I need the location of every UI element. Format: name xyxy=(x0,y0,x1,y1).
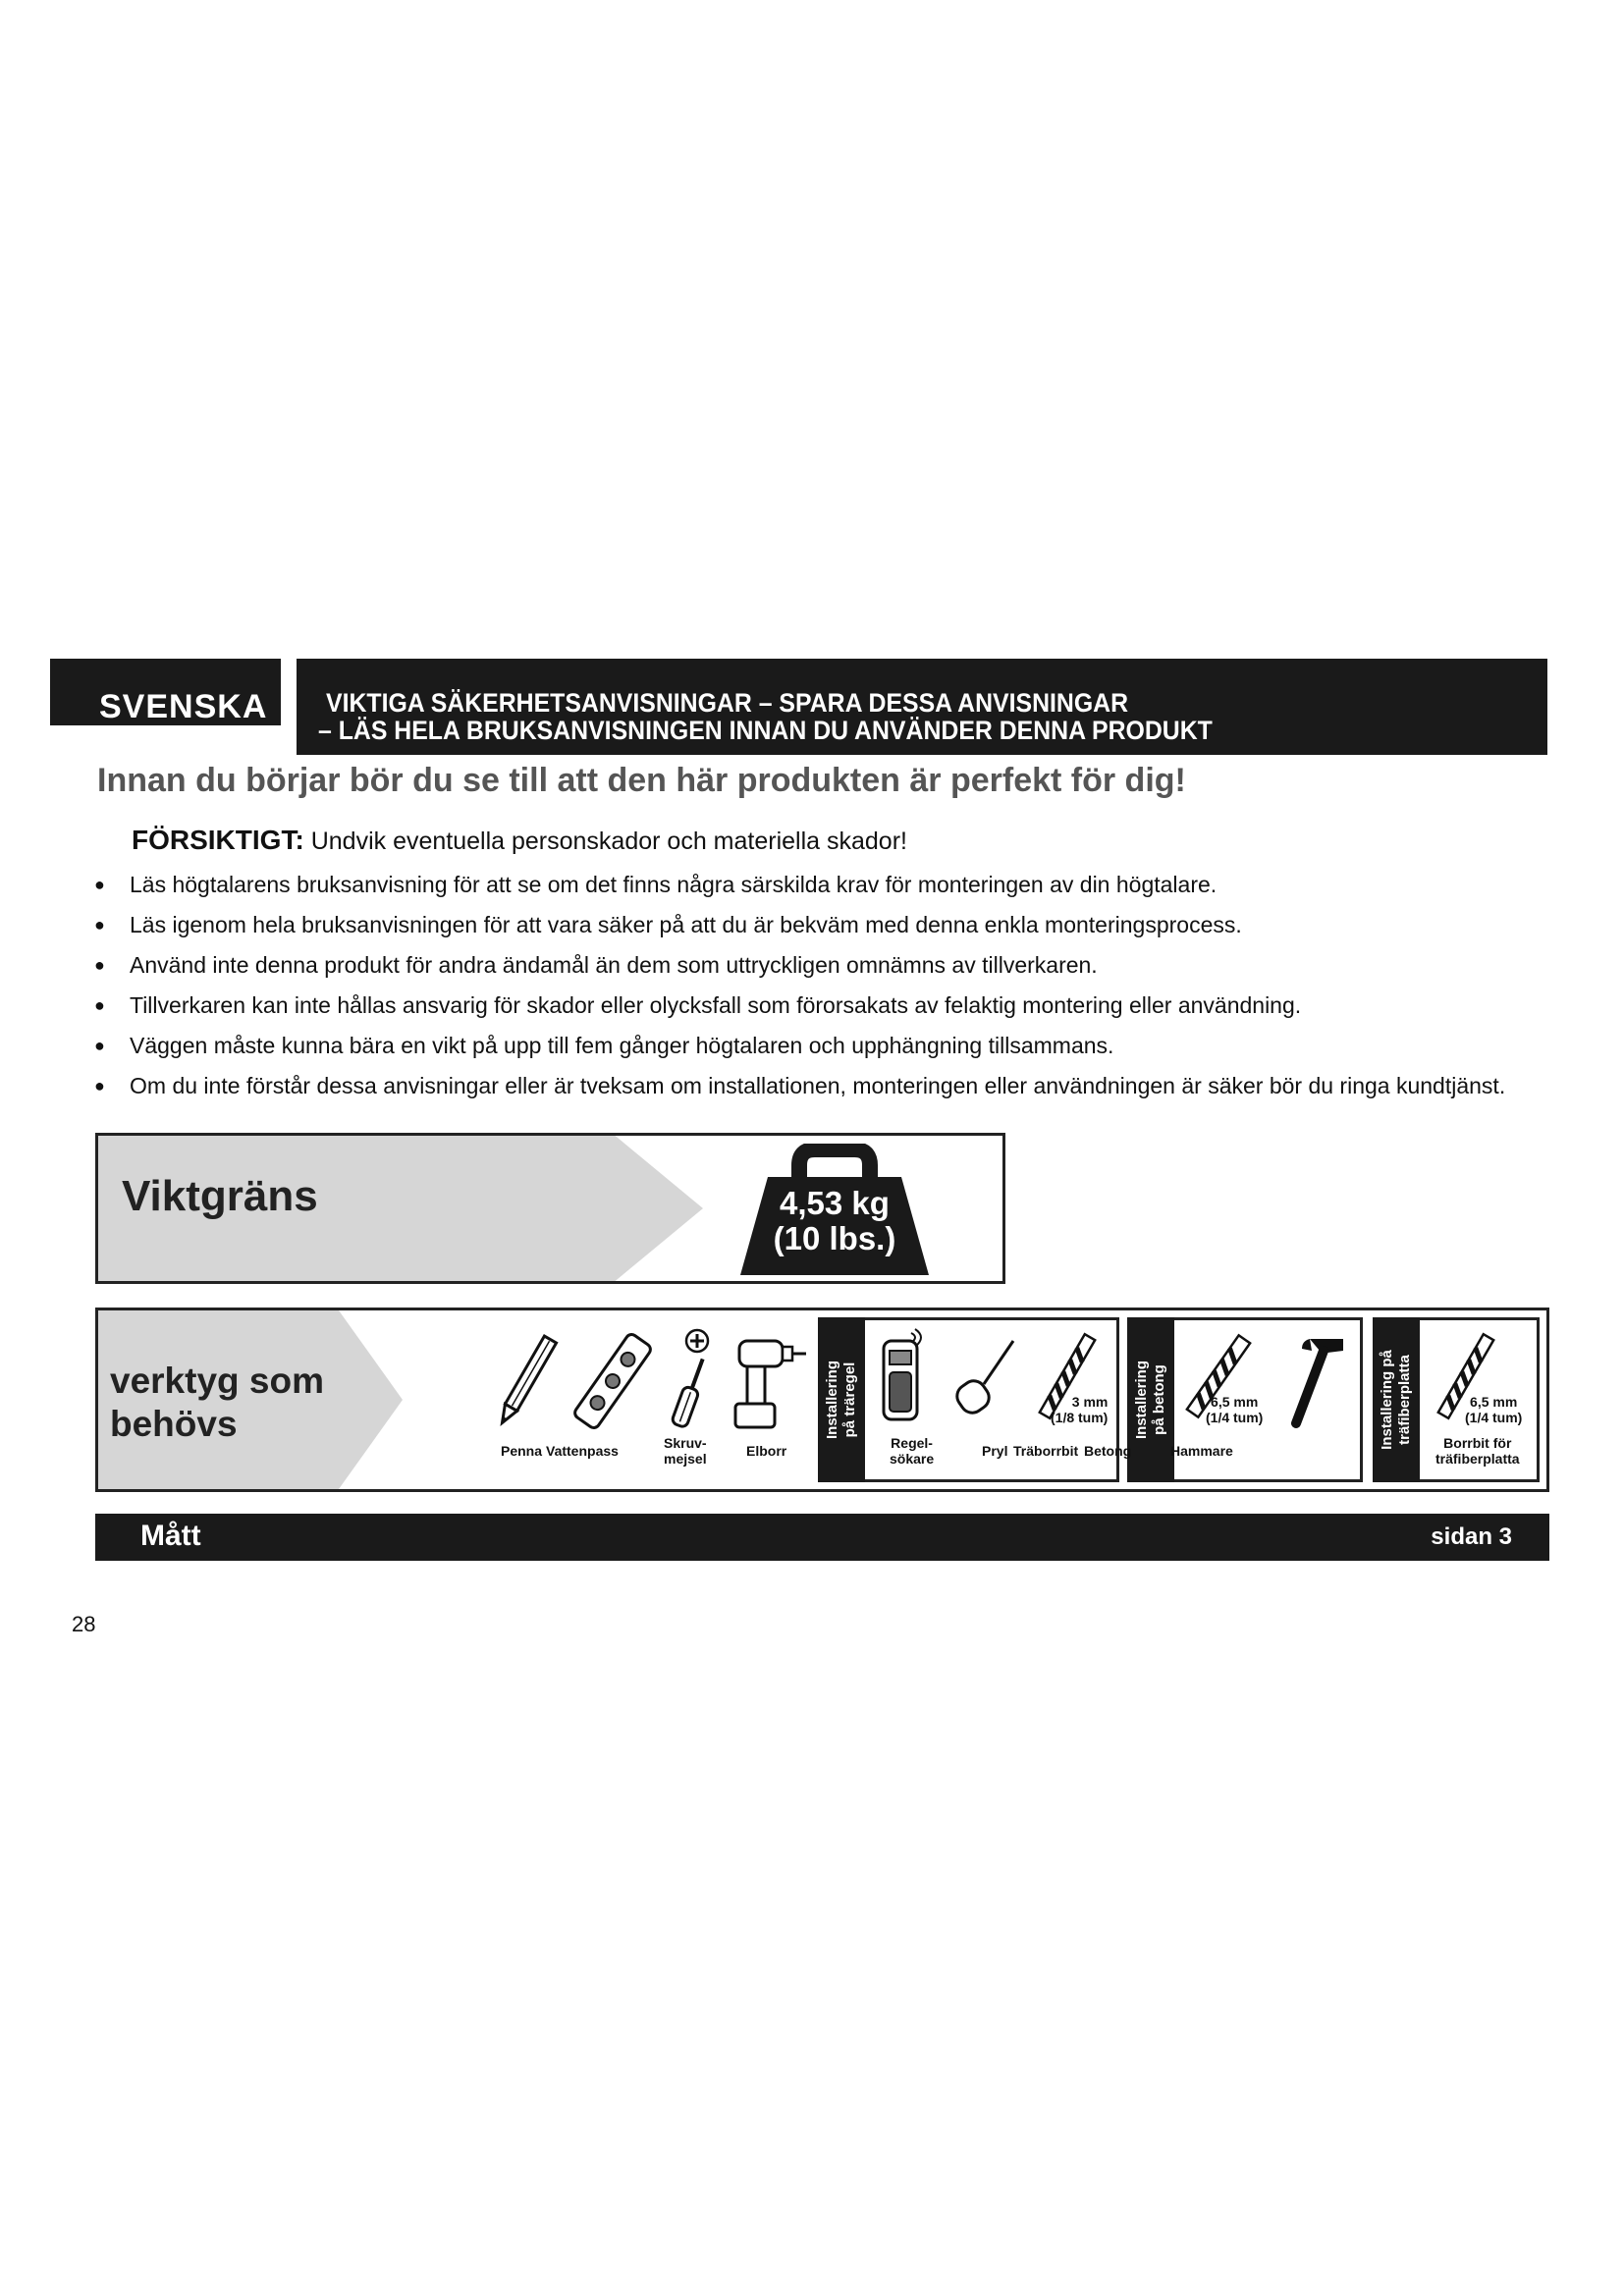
wood-bit-size xyxy=(1051,1394,1108,1425)
tools-title-line1: verktyg som xyxy=(110,1361,324,1401)
safety-title-line2: – LÄS HELA BRUKSANVISNINGEN INNAN DU ANVÄNDER DENNA PRODUKT xyxy=(318,716,1213,745)
fiberboard-label-text xyxy=(1379,1350,1414,1450)
caution-line xyxy=(132,825,907,856)
concrete-label-l1: Installering xyxy=(1133,1360,1150,1440)
safety-title-line1: VIKTIGA SÄKERHETSANVISNINGAR – SPARA DESSA ANVISNINGAR xyxy=(326,688,1129,718)
wood-stud-label-text xyxy=(824,1361,859,1439)
screwdriver-icon xyxy=(660,1327,719,1435)
concrete-section-label xyxy=(1127,1317,1174,1482)
weight-lbs: (10 lbs.) xyxy=(773,1220,896,1256)
wood-label-l2: på träregel xyxy=(841,1362,858,1438)
tools-title-line2: behövs xyxy=(110,1404,238,1444)
weight-kg: 4,53 kg xyxy=(780,1185,890,1221)
tools-title xyxy=(110,1360,324,1446)
tool-label-fiberboard-bit xyxy=(1435,1435,1520,1467)
list-item: ● Läs igenom hela bruksanvisningen för att vara säker på att du är bekväm med denna enkla monteringsprocess. xyxy=(94,910,1505,950)
language-label-box xyxy=(50,659,281,725)
awl-icon xyxy=(950,1335,1019,1423)
concrete-label-text xyxy=(1133,1361,1168,1439)
tool-label-screwdriver xyxy=(664,1435,707,1467)
fiberboard-bit-size-l2: (1/4 tum) xyxy=(1465,1410,1523,1425)
list-item: ● Väggen måste kunna bära en vikt på upp till fem gånger högtalaren och upphängning tillsammans. xyxy=(94,1031,1505,1071)
safety-bullet-list xyxy=(94,870,1505,1111)
tool-label-hammer: Hammare xyxy=(1170,1443,1233,1459)
list-item: ● Om du inte förstår dessa anvisningar eller är tveksam om installationen, monteringen eller användningen är säker bör du ringa kundtjänst. xyxy=(94,1071,1505,1111)
drill-icon xyxy=(722,1327,810,1435)
tool-label-concrete-bit: Betong xyxy=(1084,1443,1132,1459)
dimensions-label: Mått xyxy=(140,1520,201,1552)
list-item: ● Använd inte denna produkt för andra ändamål än dem som uttryckligen omnämns av tillverkaren. xyxy=(94,950,1505,990)
fiberboard-bit-size xyxy=(1465,1394,1522,1425)
page-number: 28 xyxy=(72,1612,96,1636)
caution-label: FÖRSIKTIGT: xyxy=(132,825,304,855)
tool-label-wood-bit: Träborrbit xyxy=(1013,1443,1079,1459)
caution-text: Undvik eventuella personskador och materiella skador! xyxy=(303,828,907,855)
concrete-bit-size-l2: (1/4 tum) xyxy=(1206,1410,1264,1425)
wood-stud-section-label xyxy=(818,1317,865,1482)
hammer-icon xyxy=(1272,1331,1351,1429)
tool-label-stud-finder xyxy=(890,1435,934,1467)
wood-bit-size-l2: (1/8 tum) xyxy=(1051,1410,1109,1425)
tool-label-level: Vattenpass xyxy=(546,1443,619,1459)
tool-label-pencil: Penna xyxy=(501,1443,543,1459)
dimensions-bar xyxy=(95,1514,1549,1561)
page-reference: sidan 3 xyxy=(1431,1523,1512,1550)
wood-bit-size-l1: 3 mm xyxy=(1071,1394,1109,1410)
wood-label-l1: Installering xyxy=(824,1360,840,1440)
weight-limit-title: Viktgräns xyxy=(122,1172,318,1220)
safety-title-box xyxy=(297,659,1547,755)
concrete-label-l2: på betong xyxy=(1151,1364,1167,1435)
tool-label-screwdriver-l2: mejsel xyxy=(664,1451,707,1467)
list-item: ● Läs högtalarens bruksanvisning för att se om det finns några särskilda krav för monteringen av din högtalare. xyxy=(94,870,1505,910)
tool-label-awl: Pryl xyxy=(982,1443,1008,1459)
tool-label-fiberboard-bit-l1: Borrbit för xyxy=(1443,1435,1512,1451)
tool-label-stud-finder-l1: Regel- xyxy=(891,1435,933,1451)
tool-label-drill: Elborr xyxy=(746,1443,787,1459)
list-item: ● Tillverkaren kan inte hållas ansvarig för skador eller olycksfall som förorsakats av felaktig montering eller användning. xyxy=(94,990,1505,1031)
fiberboard-label-l1: Installering på xyxy=(1379,1350,1395,1450)
language-label: SVENSKA xyxy=(99,688,268,725)
tool-label-screwdriver-l1: Skruv- xyxy=(664,1435,707,1451)
fiberboard-bit-size-l1: 6,5 mm xyxy=(1470,1394,1518,1410)
stud-finder-icon xyxy=(874,1327,933,1425)
concrete-bit-size xyxy=(1206,1394,1263,1425)
concrete-bit-size-l1: 6,5 mm xyxy=(1211,1394,1259,1410)
intro-subtitle: Innan du börjar bör du se till att den här produkten är perfekt för dig! xyxy=(97,762,1186,799)
level-icon xyxy=(573,1327,652,1435)
fiberboard-section-label xyxy=(1373,1317,1420,1482)
pencil-icon xyxy=(487,1327,566,1435)
weight-value xyxy=(738,1186,931,1256)
tool-label-stud-finder-l2: sökare xyxy=(890,1451,935,1467)
tool-label-fiberboard-bit-l2: träfiberplatta xyxy=(1435,1451,1520,1467)
fiberboard-label-l2: träfiberplatta xyxy=(1396,1355,1413,1445)
